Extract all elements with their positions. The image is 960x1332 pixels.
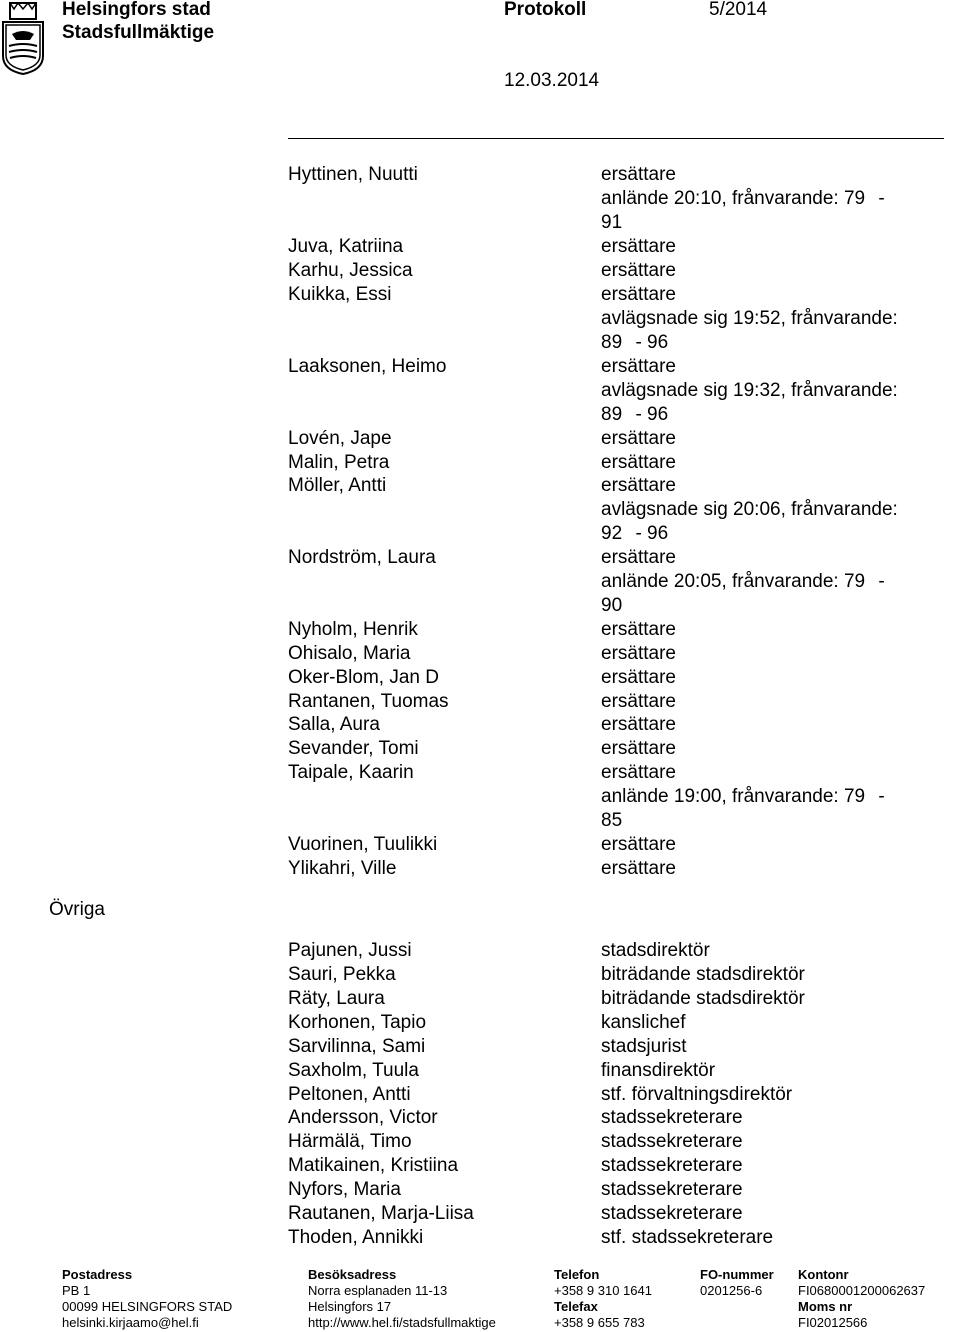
footer-postadress-line: 00099 HELSINGFORS STAD [62, 1299, 233, 1314]
member-name: Rantanen, Tuomas [288, 691, 449, 712]
member-name: Oker-Blom, Jan D [288, 667, 439, 688]
member-name: Lovén, Jape [288, 428, 392, 449]
other-name: Thoden, Annikki [288, 1227, 424, 1248]
footer-telefax: +358 9 655 783 [554, 1315, 645, 1330]
member-name: Karhu, Jessica [288, 260, 413, 281]
member-note-cont: 91 [601, 212, 623, 233]
other-title: stadsdirektör [601, 940, 710, 961]
header-org: Helsingfors stad [62, 0, 211, 20]
other-title: stadssekreterare [601, 1179, 743, 1200]
member-role: ersättare [601, 236, 676, 257]
member-note-cont: 89 - 96 [601, 332, 669, 353]
other-title: stadsjurist [601, 1036, 687, 1057]
member-note: anlände 20:10, frånvarande: 79 - [601, 188, 885, 209]
member-role: ersättare [601, 714, 676, 735]
other-name: Saxholm, Tuula [288, 1060, 419, 1081]
other-title: biträdande stadsdirektör [601, 988, 805, 1009]
other-title: stf. förvaltningsdirektör [601, 1084, 793, 1105]
member-role: ersättare [601, 356, 676, 377]
other-name: Andersson, Victor [288, 1107, 438, 1128]
other-title: biträdande stadsdirektör [601, 964, 805, 985]
member-role: ersättare [601, 619, 676, 640]
member-role: ersättare [601, 667, 676, 688]
member-note: avlägsnade sig 20:06, frånvarande: [601, 499, 898, 520]
member-role: ersättare [601, 164, 676, 185]
footer-konto: FI0680001200062637 [798, 1283, 926, 1298]
member-name: Malin, Petra [288, 452, 390, 473]
other-name: Sarvilinna, Sami [288, 1036, 426, 1057]
member-name: Vuorinen, Tuulikki [288, 834, 438, 855]
footer-besok-line: Norra esplanaden 11-13 [308, 1283, 448, 1298]
member-note: anlände 20:05, frånvarande: 79 - [601, 571, 885, 592]
other-name: Pajunen, Jussi [288, 940, 412, 961]
member-role: ersättare [601, 858, 676, 879]
member-name: Möller, Antti [288, 475, 387, 496]
other-title: stadssekreterare [601, 1107, 743, 1128]
other-name: Korhonen, Tapio [288, 1012, 427, 1033]
footer-konto-label: Kontonr [798, 1267, 849, 1282]
footer-moms: FI02012566 [798, 1315, 868, 1330]
member-role: ersättare [601, 762, 676, 783]
member-note-cont: 92 - 96 [601, 523, 669, 544]
header-doc-type: Protokoll [504, 0, 587, 20]
other-title: stadssekreterare [601, 1155, 743, 1176]
footer-besok-label: Besöksadress [308, 1267, 397, 1282]
other-title: finansdirektör [601, 1060, 716, 1081]
footer-website-link[interactable]: http://www.hel.fi/stadsfullmaktige [308, 1315, 496, 1330]
member-role: ersättare [601, 834, 676, 855]
other-title: stadssekreterare [601, 1203, 743, 1224]
member-name: Kuikka, Essi [288, 284, 392, 305]
member-name: Juva, Katriina [288, 236, 404, 257]
member-note: anlände 19:00, frånvarande: 79 - [601, 786, 885, 807]
member-role: ersättare [601, 691, 676, 712]
member-note: avlägsnade sig 19:32, frånvarande: [601, 380, 898, 401]
other-name: Räty, Laura [288, 988, 385, 1009]
member-role: ersättare [601, 643, 676, 664]
member-role: ersättare [601, 738, 676, 759]
footer-postadress-label: Postadress [62, 1267, 133, 1282]
other-name: Sauri, Pekka [288, 964, 396, 985]
footer-fo-label: FO-nummer [700, 1267, 774, 1282]
others-heading: Övriga [49, 899, 105, 920]
other-name: Peltonen, Antti [288, 1084, 411, 1105]
other-name: Härmälä, Timo [288, 1131, 412, 1152]
member-role: ersättare [601, 547, 676, 568]
other-name: Nyfors, Maria [288, 1179, 401, 1200]
member-name: Taipale, Kaarin [288, 762, 414, 783]
member-name: Sevander, Tomi [288, 738, 419, 759]
member-name: Ohisalo, Maria [288, 643, 411, 664]
footer-postadress-line: PB 1 [62, 1283, 91, 1298]
helsinki-coat-of-arms-logo [0, 0, 46, 76]
member-name: Hyttinen, Nuutti [288, 164, 418, 185]
member-name: Salla, Aura [288, 714, 380, 735]
member-role: ersättare [601, 475, 676, 496]
footer-telefon-label: Telefon [554, 1267, 600, 1282]
member-note-cont: 85 [601, 810, 623, 831]
other-title: stadssekreterare [601, 1131, 743, 1152]
member-role: ersättare [601, 428, 676, 449]
footer-moms-label: Moms nr [798, 1299, 853, 1314]
footer-email-link[interactable]: helsinki.kirjaamo@hel.fi [62, 1315, 199, 1330]
header-divider [288, 138, 944, 139]
member-name: Nyholm, Henrik [288, 619, 418, 640]
other-title: stf. stadssekreterare [601, 1227, 774, 1248]
member-role: ersättare [601, 284, 676, 305]
member-role: ersättare [601, 452, 676, 473]
member-note: avlägsnade sig 19:52, frånvarande: [601, 308, 898, 329]
footer-fo: 0201256-6 [700, 1283, 763, 1298]
header-number: 5/2014 [709, 0, 768, 20]
member-name: Laaksonen, Heimo [288, 356, 447, 377]
footer-telefon: +358 9 310 1641 [554, 1283, 652, 1298]
other-name: Rautanen, Marja-Liisa [288, 1203, 474, 1224]
footer-telefax-label: Telefax [554, 1299, 598, 1314]
footer-besok-line: Helsingfors 17 [308, 1299, 392, 1314]
other-name: Matikainen, Kristiina [288, 1155, 459, 1176]
member-name: Ylikahri, Ville [288, 858, 397, 879]
member-note-cont: 89 - 96 [601, 404, 669, 425]
member-name: Nordström, Laura [288, 547, 436, 568]
header-date: 12.03.2014 [504, 70, 600, 91]
other-title: kanslichef [601, 1012, 686, 1033]
member-role: ersättare [601, 260, 676, 281]
member-note-cont: 90 [601, 595, 623, 616]
header-body: Stadsfullmäktige [62, 22, 215, 43]
